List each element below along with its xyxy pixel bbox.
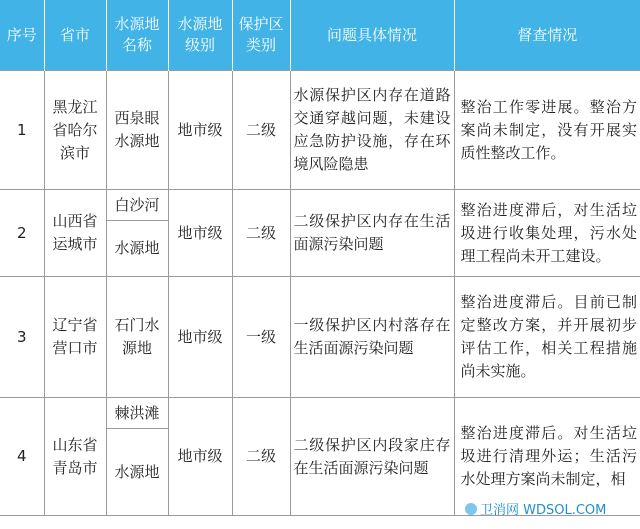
cell-level: 地市级 (168, 277, 232, 398)
cell-level: 地市级 (168, 398, 232, 516)
cell-class: 一级 (232, 277, 290, 398)
cell-source-name: 白沙河 (106, 190, 168, 221)
cell-city: 山西省运城市 (44, 190, 106, 277)
cell-seq: 1 (0, 71, 44, 190)
watermark-logo-icon (465, 503, 477, 515)
watermark: 卫消网 WDSOL.COM (465, 499, 606, 518)
header-problem: 问题具体情况 (290, 0, 454, 71)
cell-source-name: 水源地 (106, 429, 168, 516)
table-row (0, 277, 640, 398)
cell-source-name: 石门水源地 (106, 277, 168, 398)
cell-status: 整治工作零进展。整治方案尚未制定，没有开展实质性整改工作。 (454, 71, 640, 190)
cell-city: 黑龙江省哈尔滨市 (44, 71, 106, 190)
header-source-level: 水源地 级别 (168, 0, 232, 71)
cell-level: 地市级 (168, 190, 232, 277)
cell-class: 二级 (232, 398, 290, 516)
header-seq: 序号 (0, 0, 44, 71)
cell-status: 整治进度滞后。对生活垃圾进行清理外运；生活污水处理方案尚未制定，相 (454, 398, 640, 516)
header-source-name: 水源地 名称 (106, 0, 168, 71)
cell-problem: 一级保护区内村落存在生活面源污染问题 (290, 277, 454, 398)
cell-level: 地市级 (168, 71, 232, 190)
cell-source-name: 水源地 (106, 221, 168, 277)
cell-seq: 4 (0, 398, 44, 516)
cell-status: 整治进度滞后，对生活垃圾进行收集处理，污水处理工程尚未开工建设。 (454, 190, 640, 277)
header-protect-class: 保护区 类别 (232, 0, 290, 71)
cell-source-name: 西泉眼水源地 (106, 71, 168, 190)
cell-seq: 2 (0, 190, 44, 277)
cell-class: 二级 (232, 71, 290, 190)
table-row (0, 71, 640, 190)
cell-problem: 二级保护区内存在生活面源污染问题 (290, 190, 454, 277)
cell-source-name: 棘洪滩 (106, 398, 168, 429)
header-city: 省市 (44, 0, 106, 71)
cell-problem: 水源保护区内存在道路交通穿越问题，未建设应急防护设施，存在环境风险隐患 (290, 71, 454, 190)
cell-class: 二级 (232, 190, 290, 277)
cell-city: 山东省青岛市 (44, 398, 106, 516)
cell-seq: 3 (0, 277, 44, 398)
header-status: 督查情况 (454, 0, 640, 71)
header-row (0, 0, 640, 71)
table-row (0, 398, 640, 429)
cell-status: 整治进度滞后。目前已制定整改方案，并开展初步评估工作，相关工程措施尚未实施。 (454, 277, 640, 398)
cell-problem: 二级保护区内段家庄存在生活面源污染问题 (290, 398, 454, 516)
cell-city: 辽宁省营口市 (44, 277, 106, 398)
table-row (0, 190, 640, 221)
